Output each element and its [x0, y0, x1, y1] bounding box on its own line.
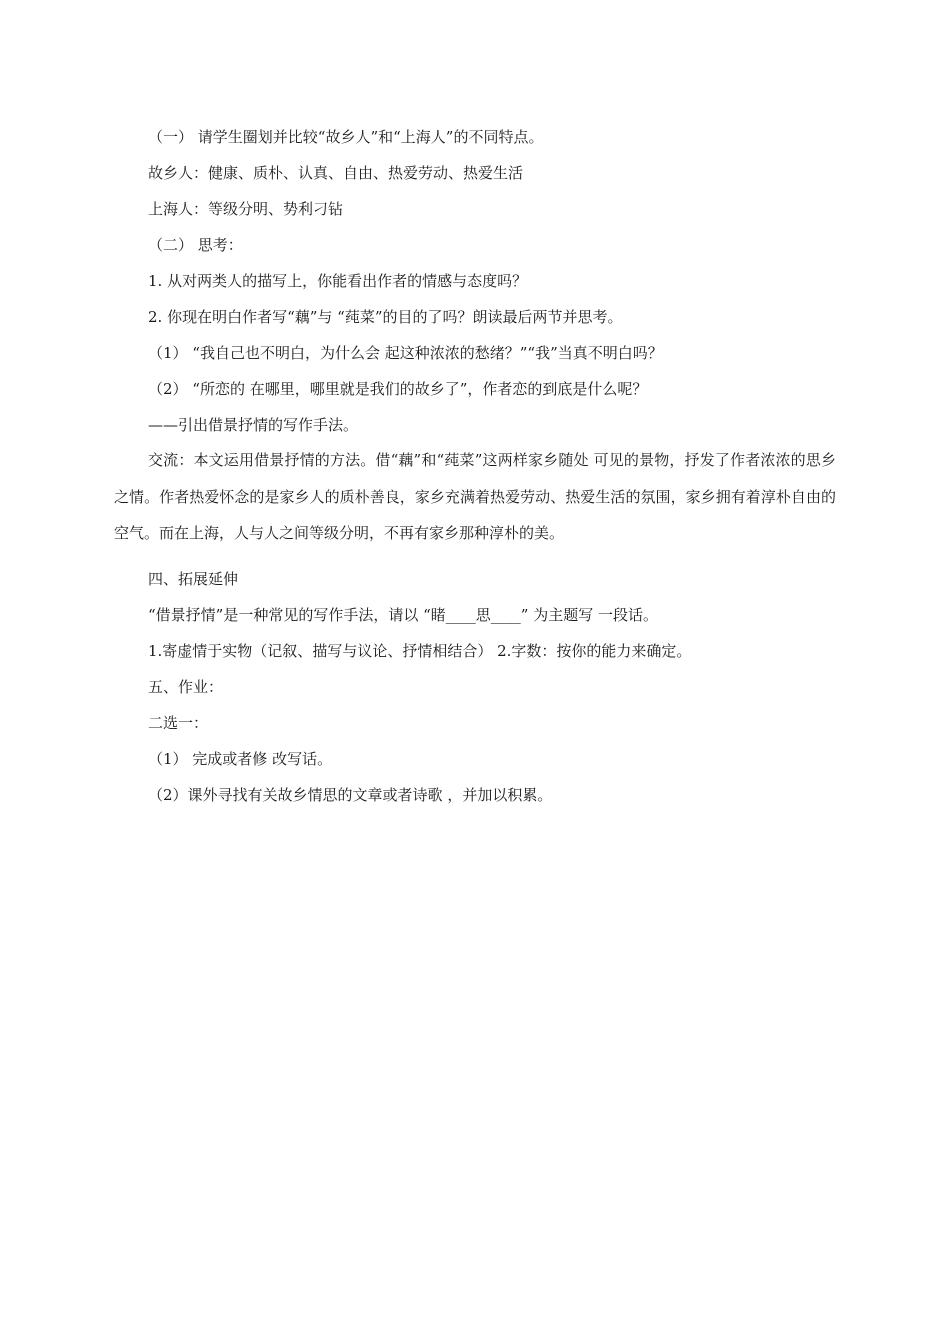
homework-option-1: （1） 完成或者修 改写话。 — [148, 750, 333, 768]
homework-option-2: （2）课外寻找有关故乡情思的文章或者诗歌 ，并加以积累。 — [148, 786, 553, 804]
choose-one: 二选一： — [148, 714, 209, 732]
shanghai-people-traits: 上海人：等级分明、势利刁钻 — [148, 200, 344, 218]
section-4-heading: 四、拓展延伸 — [148, 570, 239, 588]
question-2: 2. 你现在明白作者写“藕”与 “莼菜”的目的了吗？朗读最后两节并思考。 — [148, 308, 623, 326]
hometown-people-traits: 故乡人：健康、质朴、认真、自由、热爱劳动、热爱生活 — [148, 164, 524, 182]
section-2-heading: （二） 思考： — [148, 236, 243, 254]
sub-question-2: （2） “所恋的 在哪里，哪里就是我们的故乡了”，作者恋的到底是什么呢？ — [148, 380, 648, 398]
technique-lead: ——引出借景抒情的写作手法。 — [148, 416, 359, 434]
section-5-heading: 五、作业： — [148, 678, 224, 696]
writing-requirements: 1.寄虚情于实物（记叙、描写与议论、抒情相结合） 2.字数：按你的能力来确定。 — [148, 642, 692, 660]
question-1: 1. 从对两类人的描写上，你能看出作者的情感与态度吗？ — [148, 272, 528, 290]
extension-prompt: “借景抒情”是一种常见的写作手法，请以 “睹____思____” 为主题写 一段话。 — [148, 606, 658, 624]
section-1-heading: （一） 请学生圈划并比较“故乡人”和“上海人”的不同特点。 — [148, 128, 544, 146]
sub-question-1: （1） “我自己也不明白，为什么会 起这种浓浓的愁绪？”“我”当真不明白吗？ — [148, 344, 663, 362]
discussion-paragraph: 交流：本文运用借景抒情的方法。借“藕”和“莼菜”这两样家乡随处 可见的景物，抒发了作者浓浓的思乡之情。作者热爱怀念的是家乡人的质朴善良，家乡充满着热爱劳动、热爱生活的氛围，家乡拥有着淳朴自由的空气。而在上海，人与人之间等级分明，不再有家乡那种淳朴的美。 — [114, 451, 836, 542]
